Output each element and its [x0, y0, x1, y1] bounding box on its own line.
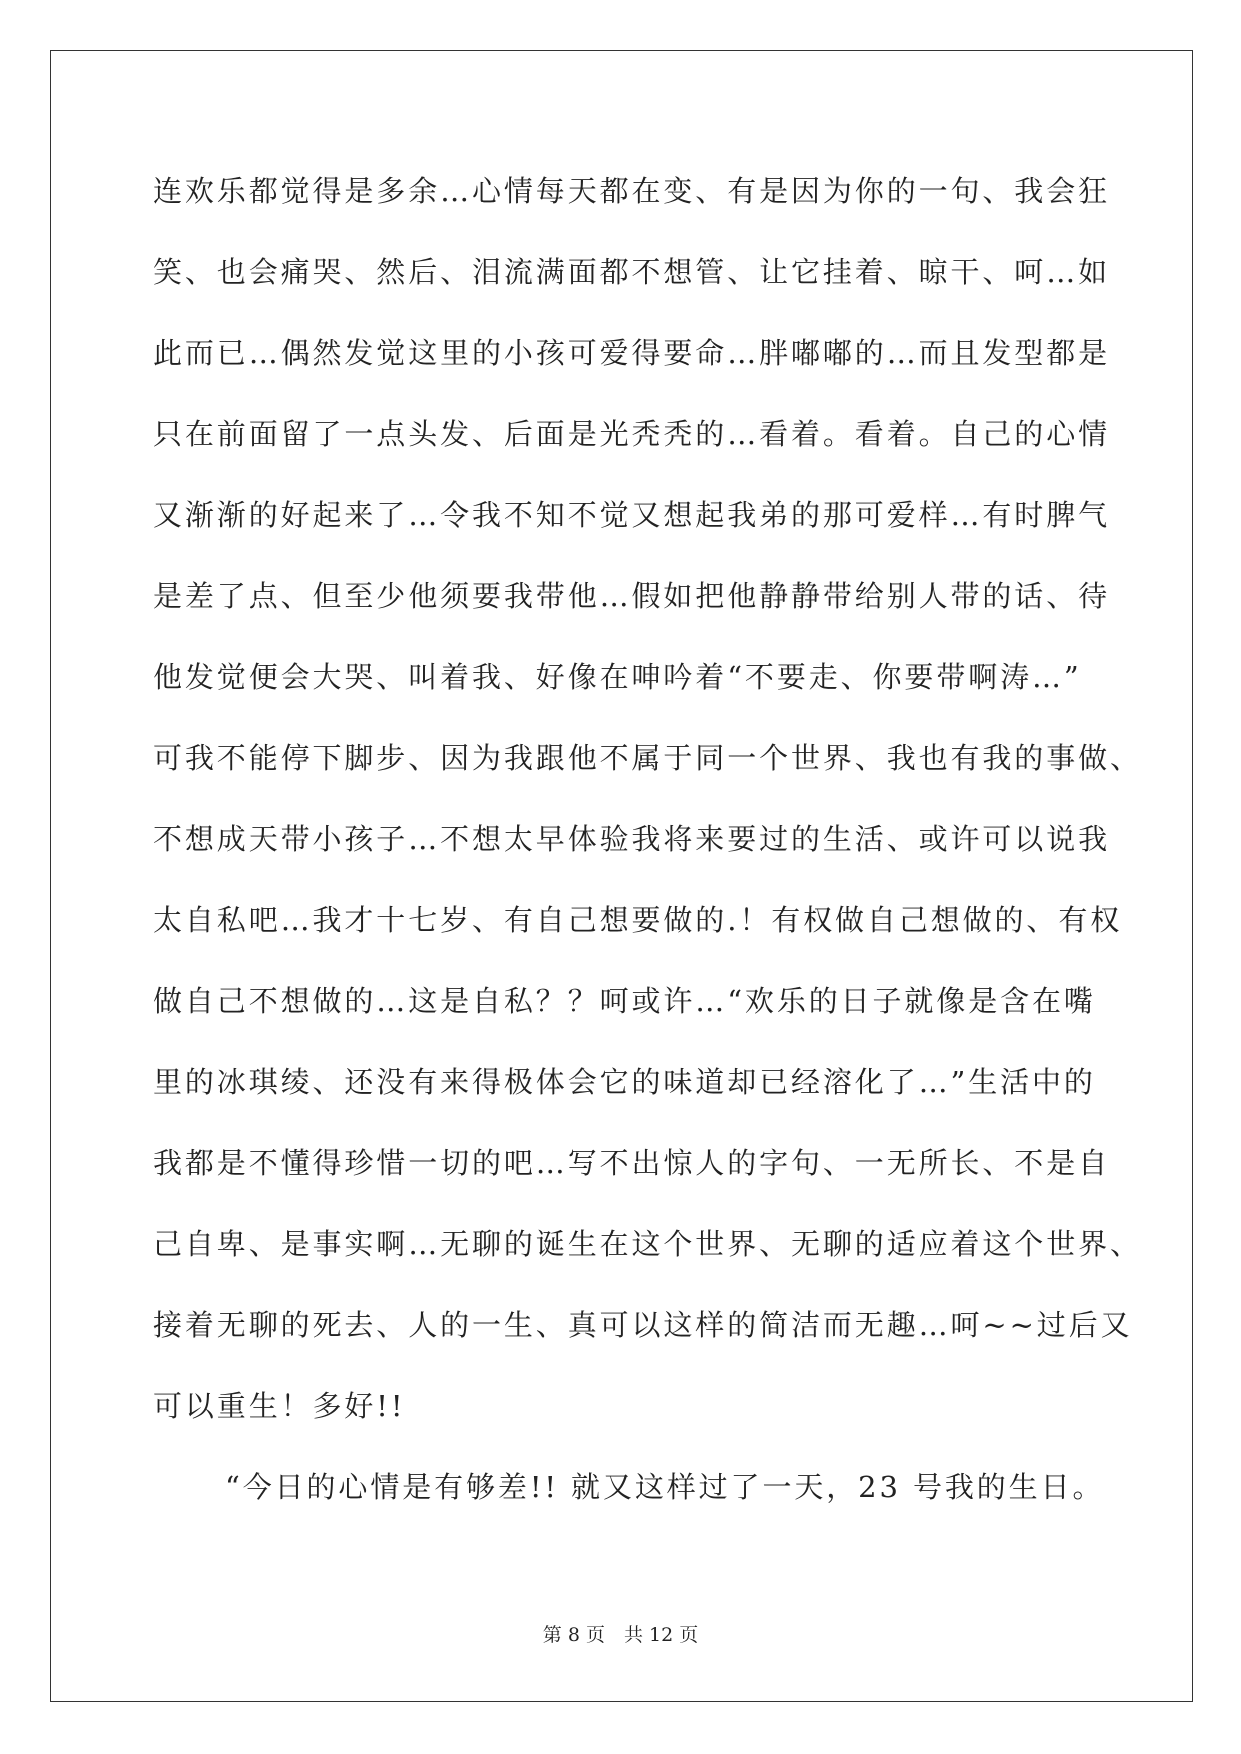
body-text	[153, 163, 1142, 1540]
text-line: 可我不能停下脚步、因为我跟他不属于同一个世界、我也有我的事做、	[153, 741, 1142, 775]
text-line: 己自卑、是事实啊…无聊的诞生在这个世界、无聊的适应着这个世界、	[153, 1227, 1142, 1261]
text-line: 太自私吧…我才十七岁、有自己想要做的.！有权做自己想做的、有权	[153, 903, 1123, 937]
text-line: 只在前面留了一点头发、后面是光秃秃的…看着。看着。自己的心情	[153, 417, 1111, 451]
page-number: 第 8 页 共 12 页	[542, 1624, 699, 1646]
text-line: 做自己不想做的…这是自私？？呵或许…“欢乐的日子就像是含在嘴	[153, 984, 1096, 1018]
text-line: 接着无聊的死去、人的一生、真可以这样的简洁而无趣…呵~~过后又	[153, 1308, 1133, 1342]
text-line: 里的冰琪绫、还没有来得极体会它的味道却已经溶化了…”生活中的	[153, 1065, 1096, 1099]
text-line: 又渐渐的好起来了…令我不知不觉又想起我弟的那可爱样…有时脾气	[153, 498, 1111, 532]
text-line: 是差了点、但至少他须要我带他…假如把他静静带给别人带的话、待	[153, 579, 1111, 613]
text-line: 可以重生！多好!!	[153, 1389, 406, 1423]
text-line: 此而已…偶然发觉这里的小孩可爱得要命…胖嘟嘟的…而且发型都是	[153, 336, 1111, 370]
text-line: 笑、也会痛哭、然后、泪流满面都不想管、让它挂着、晾干、呵…如	[153, 255, 1111, 289]
text-line: 他发觉便会大哭、叫着我、好像在呻吟着“不要走、你要带啊涛…”	[153, 660, 1082, 694]
text-line: 我都是不懂得珍惜一切的吧…写不出惊人的字句、一无所长、不是自	[153, 1146, 1111, 1180]
text-line: 连欢乐都觉得是多余…心情每天都在变、有是因为你的一句、我会狂	[153, 174, 1111, 208]
paragraph-line: “今日的心情是有够差!! 就又这样过了一天，23 号我的生日。	[225, 1470, 1105, 1504]
text-line: 不想成天带小孩子…不想太早体验我将来要过的生活、或许可以说我	[153, 822, 1111, 856]
